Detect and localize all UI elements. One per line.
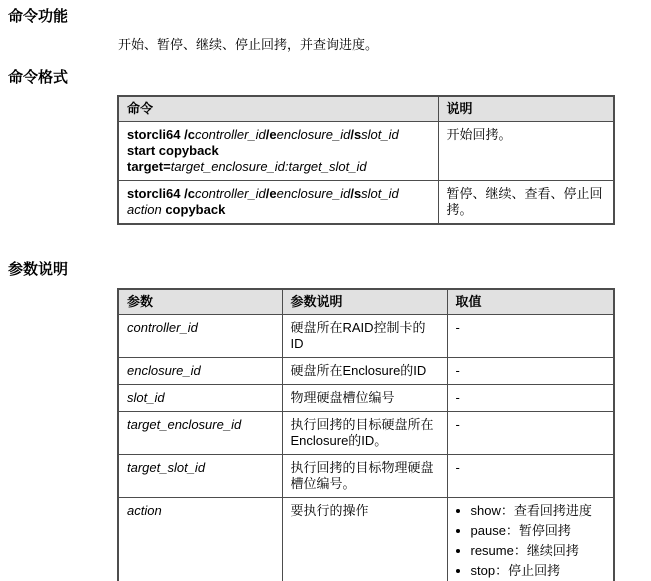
table-row [118,122,614,181]
action-value-item: • stop：停止回拷 [471,563,606,579]
parameter-table [117,288,615,581]
description-cell: 开始回拷。 [438,122,614,181]
parameter-description-cell: 硬盘所在RAID控制卡的ID [282,315,447,358]
column-header-parameter: 参数 [118,289,282,315]
action-value-item: • show：查看回拷进度 [471,503,606,519]
table-row [118,385,614,412]
action-values-list [456,503,606,579]
column-header-command: 命令 [118,96,438,122]
table-row [118,498,614,581]
table-row [118,315,614,358]
value-cell [447,498,614,581]
column-header-parameter-description: 参数说明 [282,289,447,315]
parameter-description-cell: 执行回拷的目标硬盘所在Enclosure的ID。 [282,412,447,455]
value-cell: - [447,315,614,358]
table-row [118,181,614,225]
action-value-item: • resume：继续回拷 [471,543,606,559]
parameter-description-cell: 硬盘所在Enclosure的ID [282,358,447,385]
table-row [118,358,614,385]
command-cell: storcli64 /ccontroller_id/eenclosure_id/sslot_id start copyback target=target_enclosure_id:target_slot_id [118,122,438,181]
command-cell: storcli64 /ccontroller_id/eenclosure_id/sslot_id action copyback [118,181,438,225]
table-row [118,412,614,455]
value-cell: - [447,358,614,385]
value-cell: - [447,455,614,498]
column-header-description: 说明 [438,96,614,122]
parameter-cell: controller_id [118,315,282,358]
value-cell: - [447,385,614,412]
section-title-command-format: 命令格式 [8,69,69,86]
section-title-parameter-description: 参数说明 [8,261,69,278]
value-cell: - [447,412,614,455]
table-header-row [118,96,614,122]
parameter-cell: slot_id [118,385,282,412]
section-title-command-function: 命令功能 [8,8,69,25]
parameter-cell: action [118,498,282,581]
parameter-description-cell: 执行回拷的目标物理硬盘槽位编号。 [282,455,447,498]
action-value-item: • pause：暂停回拷 [471,523,606,539]
description-cell: 暂停、继续、查看、停止回拷。 [438,181,614,225]
parameter-description-cell: 物理硬盘槽位编号 [282,385,447,412]
parameter-description-cell: 要执行的操作 [282,498,447,581]
column-header-value: 取值 [447,289,614,315]
table-header-row [118,289,614,315]
table-row [118,455,614,498]
command-function-text: 开始、暂停、继续、停止回拷，并查询进度。 [118,37,379,52]
parameter-cell: enclosure_id [118,358,282,385]
parameter-cell: target_enclosure_id [118,412,282,455]
parameter-cell: target_slot_id [118,455,282,498]
command-format-table [117,95,615,225]
